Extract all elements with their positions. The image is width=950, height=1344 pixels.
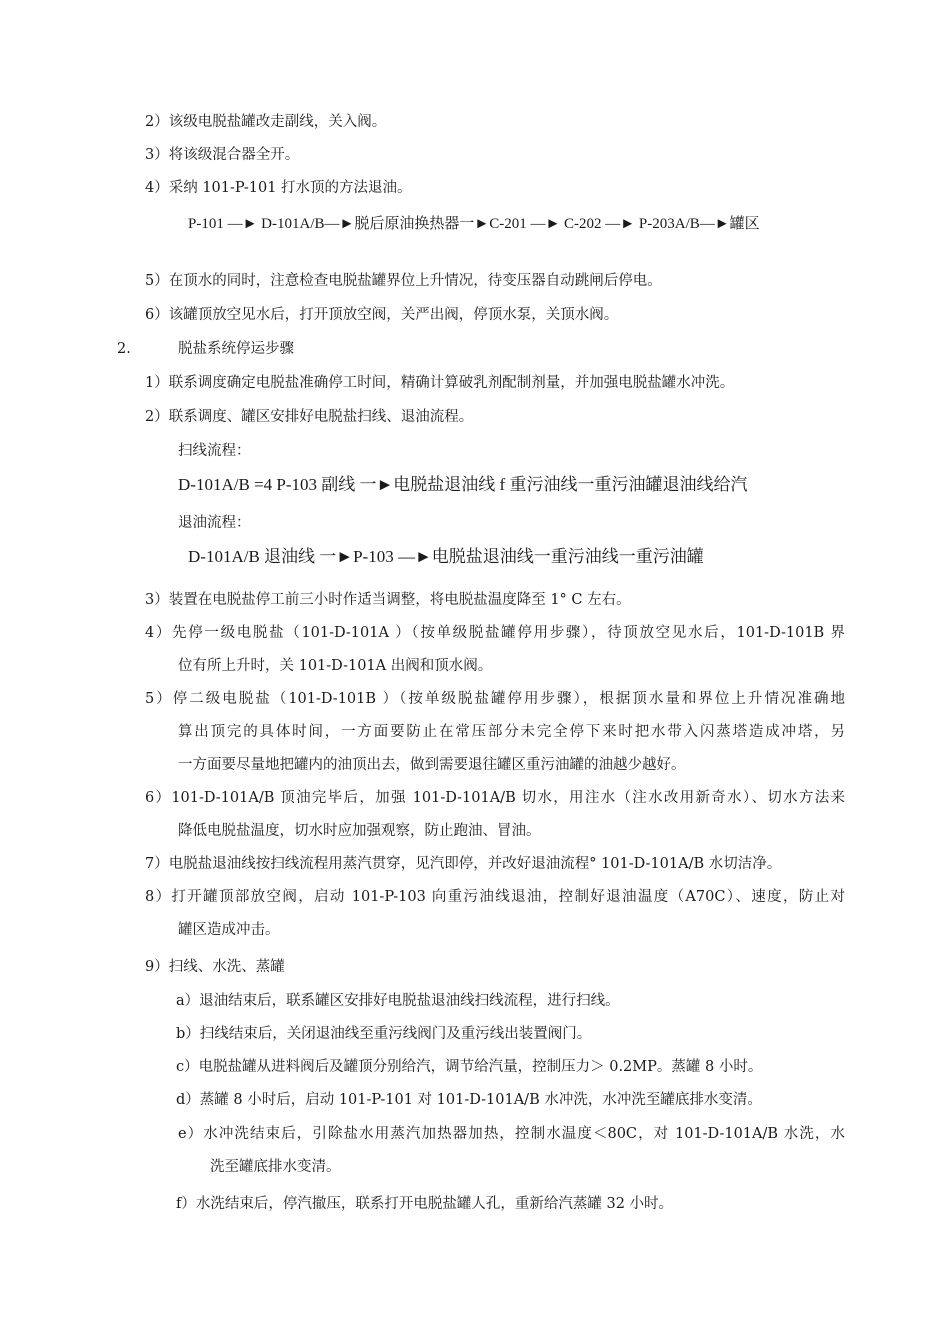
shutdown-step-2: 2）联系调度、罐区安排好电脱盐扫线、退油流程。 [145,409,474,425]
shutdown-step-7: 7）电脱盐退油线按扫线流程用蒸汽贯穿，见汽即停，并改好退油流程° 101-D-101A/B 水切洁净。 [145,856,782,872]
sub-step-f: f）水洗结束后，停汽撤压，联系打开电脱盐罐人孔，重新给汽蒸罐 32 小时。 [176,1196,674,1212]
shutdown-step-6-line-2: 降低电脱盐温度，切水时应加强观察，防止跑油、冒油。 [178,823,541,839]
shutdown-step-9-heading: 9）扫线、水洗、蒸罐 [145,959,285,975]
section-number: 2. [117,341,131,357]
sub-step-e-line-1: e）水冲洗结束后，引除盐水用蒸汽加热器加热，控制水温度＜80C，对 101-D-101A/B 水洗，水 [178,1126,845,1142]
sub-step-a: a）退油结束后，联系罐区安排好电脱盐退油线扫线流程，进行扫线。 [176,993,620,1009]
step-2-line: 2）该级电脱盐罐改走副线，关入阀。 [145,114,387,130]
sub-step-e-line-2: 洗至罐底排水变清。 [210,1159,341,1175]
shutdown-step-3: 3）装置在电脱盐停工前三小时作适当调整，将电脱盐温度降至 1° C 左右。 [145,592,631,608]
step-5-line: 5）在顶水的同时，注意检查电脱盐罐界位上升情况，待变压器自动跳闸后停电。 [145,273,662,289]
shutdown-step-5-line-1: 5）停二级电脱盐（101-D-101B ）（按单级脱盐罐停用步骤），根据顶水量和界位上升情况准确地 [145,691,845,707]
shutdown-step-5-line-2: 算出顶完的具体时间，一方面要防止在常压部分未完全停下来时把水带入闪蒸塔造成冲塔，另 [178,724,845,740]
shutdown-step-8-line-2: 罐区造成冲击。 [178,922,280,938]
sweep-flow-line: D-101A/B =4 P-103 副线 一►电脱盐退油线 f 重污油线一重污油罐退油线给汽 [178,475,748,494]
step-6-line: 6）该罐顶放空见水后，打开顶放空阀，关严出阀，停顶水泵，关顶水阀。 [145,307,619,323]
flow-diagram-line: P-101 —► D-101A/B—►脱后原油换热器一►C-201 —► C-202 —► P-203A/B—►罐区 [188,216,760,232]
shutdown-step-6-line-1: 6）101-D-101A/B 顶油完毕后，加强 101-D-101A/B 切水，用注水（注水改用新奇水）、切水方法来 [145,790,845,806]
shutdown-step-1: 1）联系调度确定电脱盐准确停工时间，精确计算破乳剂配制剂量，并加强电脱盐罐水冲洗。 [145,375,735,391]
sub-step-c: c）电脱盐罐从进料阀后及罐顶分别给汽，调节给汽量，控制压力＞ 0.2MP。蒸罐 8 小时。 [176,1059,763,1075]
sub-step-d: d）蒸罐 8 小时后，启动 101-P-101 对 101-D-101A/B 水冲洗，水冲洗至罐底排水变清。 [176,1092,762,1108]
oil-return-flow-label: 退油流程： [178,515,251,531]
shutdown-step-8-line-1: 8）打开罐顶部放空阀，启动 101-P-103 向重污油线退油，控制好退油温度（A70C）、速度，防止对 [145,889,845,905]
oil-return-flow-line: D-101A/B 退油线 一►P-103 —►电脱盐退油线一重污油线一重污油罐 [188,547,704,566]
shutdown-step-4-line-2: 位有所上升时，关 101-D-101A 出阀和顶水阀。 [178,658,493,674]
shutdown-step-5-line-3: 一方面要尽量地把罐内的油顶出去，做到需要退往罐区重污油罐的油越少越好。 [178,757,686,773]
shutdown-step-4-line-1: 4）先停一级电脱盐（101-D-101A ）（按单级脱盐罐停用步骤），待顶放空见水后，101-D-101B 界 [145,625,845,641]
sweep-flow-label: 扫线流程： [178,443,251,459]
sub-step-b: b）扫线结束后，关闭退油线至重污线阀门及重污线出装置阀门。 [176,1026,592,1042]
section-heading: 脱盐系统停运步骤 [178,341,294,357]
step-4-line: 4）采纳 101-P-101 打水顶的方法退油。 [145,180,412,196]
step-3-line: 3）将该级混合器全开。 [145,147,300,163]
